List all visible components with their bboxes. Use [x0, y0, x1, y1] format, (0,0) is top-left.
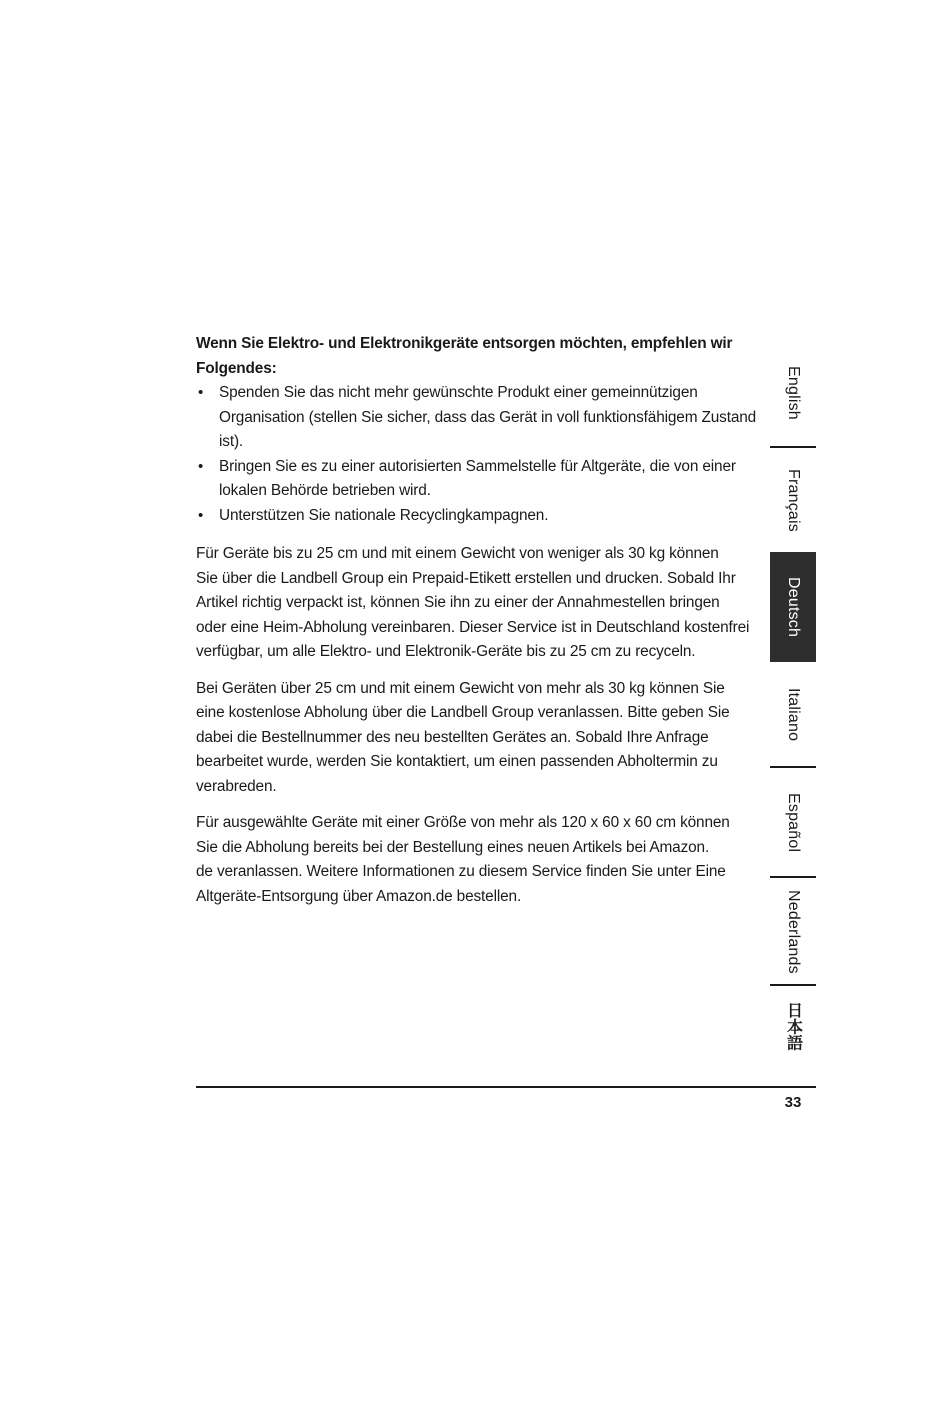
tab-label: Español	[785, 793, 802, 853]
tab-japanese[interactable]	[770, 986, 816, 1066]
list-item: • Spenden Sie das nicht mehr gewünschte Produkt einer gemeinnützigen Organisation (stellen Sie sicher, dass das Gerät in voll funktionsfähigem Zustand ist).	[196, 381, 758, 455]
tab-italiano[interactable]	[770, 662, 816, 768]
recommendation-list	[196, 381, 758, 528]
paragraph-line: Altgeräte-Entsorgung über Amazon.de bestellen.	[196, 887, 522, 905]
paragraph-line: verabreden.	[196, 777, 277, 795]
tab-label: Italiano	[785, 688, 802, 742]
footer-rule	[196, 1086, 816, 1088]
tab-english[interactable]	[770, 338, 816, 448]
tab-nederlands[interactable]	[770, 878, 816, 986]
paragraph-line: de veranlassen. Weitere Informationen zu diesem Service finden Sie unter Eine	[196, 863, 726, 880]
tab-espanol[interactable]	[770, 768, 816, 878]
paragraph-line: Bei Geräten über 25 cm und mit einem Gewicht von mehr als 30 kg können Sie	[196, 679, 725, 697]
main-content	[196, 332, 758, 921]
language-tabs	[770, 338, 816, 1066]
tab-label: Nederlands	[785, 890, 802, 974]
tab-label: English	[785, 366, 802, 420]
paragraph-line: Für ausgewählte Geräte mit einer Größe von mehr als 120 x 60 x 60 cm können	[196, 814, 730, 831]
list-item: • Bringen Sie es zu einer autorisierten Sammelstelle für Altgeräte, die von einer lokalen Behörde betrieben wird.	[196, 455, 758, 504]
tab-deutsch[interactable]	[770, 552, 816, 662]
paragraph-line: oder eine Heim-Abholung vereinbaren. Dieser Service ist in Deutschland kostenfrei	[196, 618, 750, 636]
paragraph-line: Sie über die Landbell Group ein Prepaid-Etikett erstellen und drucken. Sobald Ihr	[196, 569, 736, 587]
paragraph-line: eine kostenlose Abholung über die Landbell Group veranlassen. Bitte geben Sie	[196, 704, 730, 721]
tab-label: Français	[785, 468, 802, 532]
tab-label: Deutsch	[785, 576, 802, 638]
tab-francais[interactable]	[770, 448, 816, 552]
page-number: 33	[784, 1094, 802, 1111]
paragraph-large-devices	[196, 677, 758, 800]
list-item: • Unterstützen Sie nationale Recyclingkampagnen.	[196, 504, 758, 529]
paragraph-line: verfügbar, um alle Elektro- und Elektronik-Geräte bis zu 25 cm zu recyceln.	[196, 643, 696, 660]
paragraph-line: dabei die Bestellnummer des neu bestellten Gerätes an. Sobald Ihre Anfrage	[196, 728, 709, 746]
paragraph-small-devices	[196, 542, 758, 665]
paragraph-line: Sie die Abholung bereits bei der Bestellung eines neuen Artikels bei Amazon.	[196, 838, 710, 856]
tab-label: 日本語	[784, 1001, 802, 1051]
section-heading: Wenn Sie Elektro- und Elektronikgeräte entsorgen möchten, empfehlen wir Folgendes:	[196, 335, 733, 377]
paragraph-line: Artikel richtig verpackt ist, können Sie ihn zu einer der Annahmestellen bringen	[196, 594, 720, 611]
paragraph-oversize-devices	[196, 811, 758, 909]
paragraph-line: bearbeitet wurde, werden Sie kontaktiert, um einen passenden Abholtermin zu	[196, 753, 718, 770]
paragraph-line: Für Geräte bis zu 25 cm und mit einem Gewicht von weniger als 30 kg können	[196, 545, 719, 562]
